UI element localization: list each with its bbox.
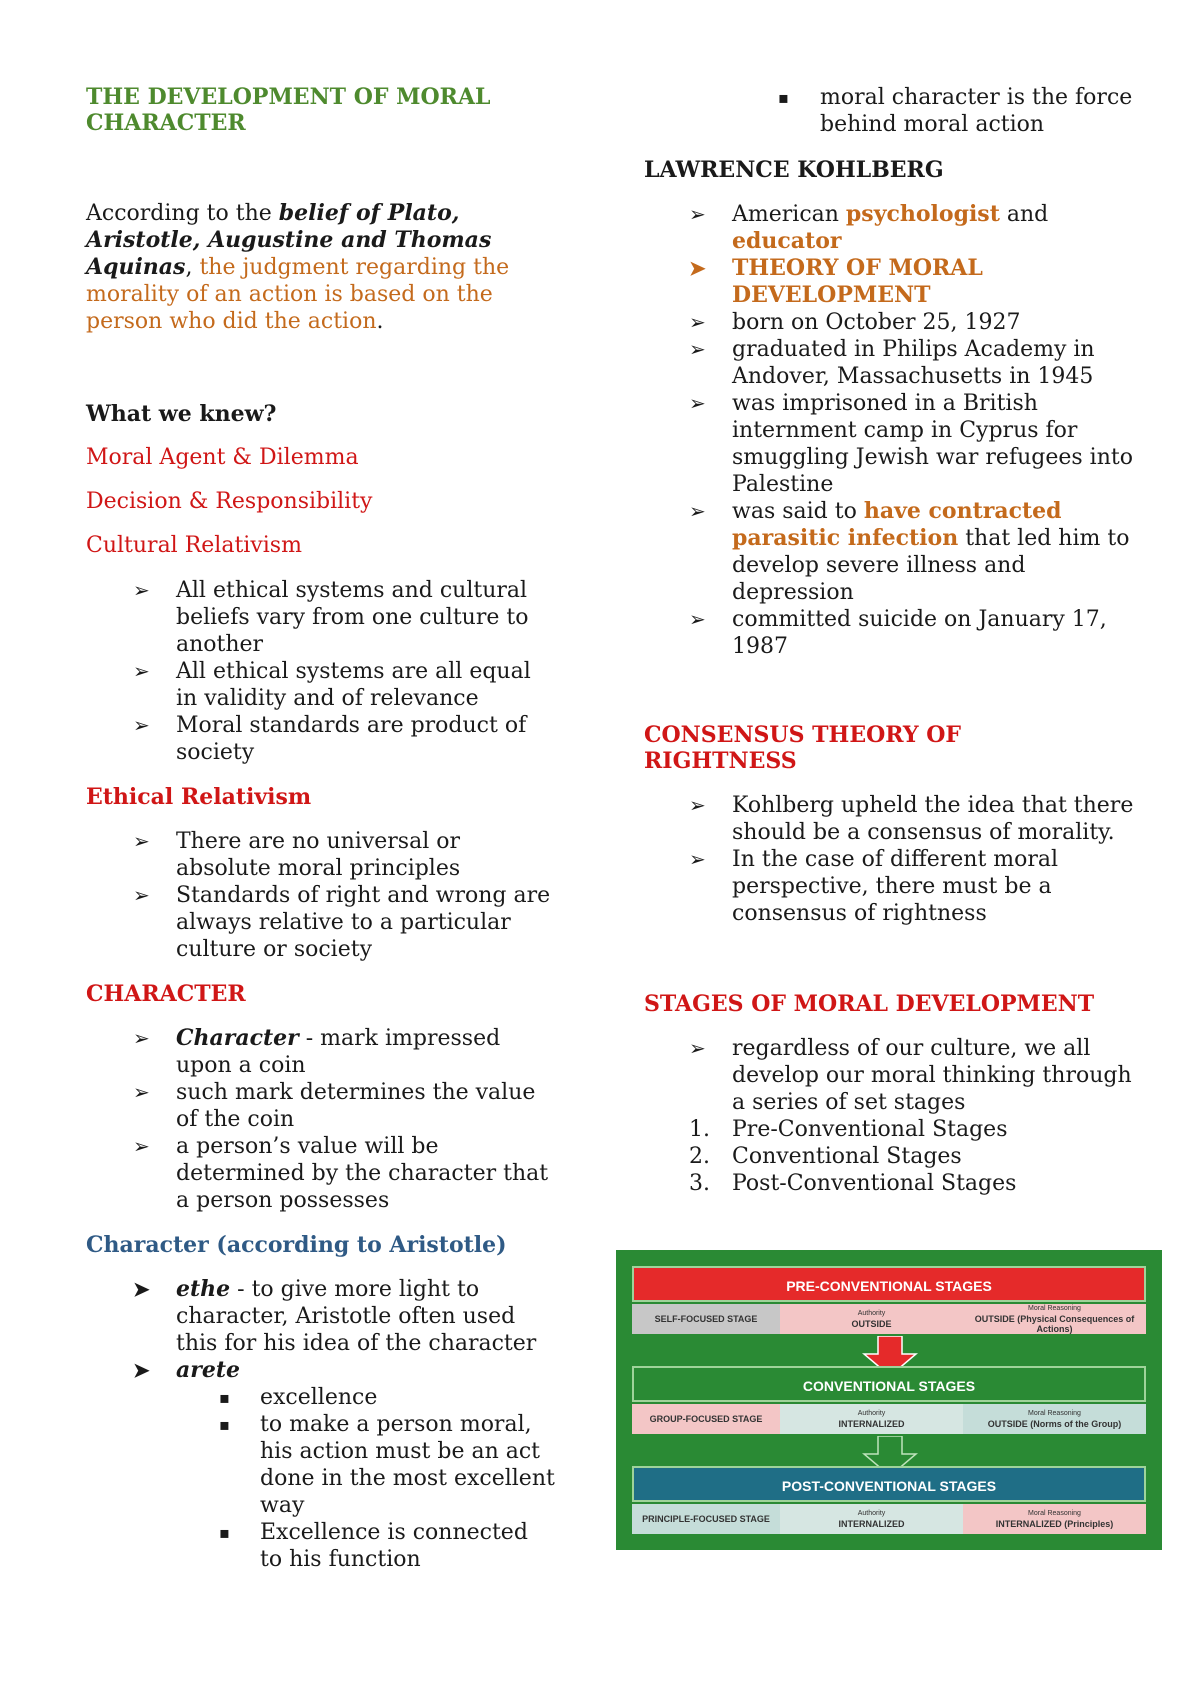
kohlberg-list [644, 201, 1134, 660]
kohlberg-heading: LAWRENCE KOHLBERG [644, 157, 944, 183]
list-item: ➤ ethe - to give more light to character, Aristotle often used this for his idea of the character [133, 1276, 537, 1356]
ethical-relativism-list [86, 828, 556, 963]
post-stage-cell: PRINCIPLE-FOCUSED STAGE [632, 1504, 780, 1534]
pre-reasoning-cell: Moral Reasoning OUTSIDE (Physical Consequences of Actions) [963, 1304, 1146, 1334]
left-column [86, 84, 556, 1573]
consensus-heading: CONSENSUS THEORY OF RIGHTNESS [644, 722, 962, 774]
moral-agent-heading: Moral Agent & Dilemma [86, 445, 359, 470]
right-column [644, 84, 1134, 1197]
list-item: ➢ a person’s value will be determined by the character that a person possesses [133, 1134, 549, 1213]
character-heading: CHARACTER [86, 981, 246, 1007]
cultural-relativism-list [86, 577, 556, 766]
decision-heading: Decision & Responsibility [86, 489, 373, 514]
list-item: ➢ American psychologist and educator [689, 201, 1049, 254]
list-item: ➤ THEORY OF MORAL DEVELOPMENT [689, 255, 983, 308]
list-item: ▪ moral character is the force behind moral action [778, 85, 1133, 137]
list-item: ➢ born on October 25, 1927 [689, 310, 1021, 335]
list-item: ➢ All ethical systems and cultural beliefs vary from one culture to another [133, 578, 529, 657]
list-item: ▪ excellence [219, 1385, 378, 1410]
list-item: ➢ Standards of right and wrong are always relative to a particular culture or society [133, 883, 551, 962]
list-item: ➢ was said to have contracted parasitic infection that led him to develop severe illness and depression [689, 498, 1130, 605]
stages-intro-list [644, 1035, 1134, 1116]
list-item: 3. Post-Conventional Stages [689, 1171, 1017, 1196]
conventional-row [632, 1404, 1146, 1434]
list-item: ➢ All ethical systems are all equal in validity and of relevance [133, 659, 531, 711]
intro-paragraph: According to the belief of Plato, Aristotle, Augustine and Thomas Aquinas, the judgment regarding the morality of an action is based on the person who did the action. [86, 200, 510, 334]
stages-heading: STAGES OF MORAL DEVELOPMENT [644, 991, 1095, 1017]
post-conventional-band: POST-CONVENTIONAL STAGES [632, 1466, 1146, 1502]
list-item: ➢ regardless of our culture, we all develop our moral thinking through a series of set stages [689, 1036, 1132, 1115]
list-item: ➢ Kohlberg upheld the idea that there should be a consensus of morality. [689, 793, 1134, 845]
pre-conventional-row [632, 1304, 1146, 1334]
list-item: 2. Conventional Stages [689, 1144, 962, 1169]
arete-sublist [86, 1384, 556, 1573]
list-item: ▪ to make a person moral, his action must be an act done in the most excellent way [219, 1412, 555, 1518]
post-authority-cell: Authority INTERNALIZED [780, 1504, 963, 1534]
character-list [86, 1025, 556, 1214]
conv-stage-cell: GROUP-FOCUSED STAGE [632, 1404, 780, 1434]
conv-reasoning-cell: Moral Reasoning OUTSIDE (Norms of the Group) [963, 1404, 1146, 1434]
cultural-relativism-heading: Cultural Relativism [86, 533, 302, 558]
list-item: ➤ arete [133, 1357, 241, 1383]
top-bullet-list [644, 84, 1134, 138]
ethical-relativism-heading: Ethical Relativism [86, 784, 312, 810]
moral-stages-diagram [616, 1250, 1162, 1550]
what-we-knew-heading: What we knew? [86, 401, 277, 427]
list-item: ▪ Excellence is connected to his function [219, 1520, 528, 1572]
list-item: ➢ committed suicide on January 17, 1987 [689, 607, 1107, 659]
conventional-band: CONVENTIONAL STAGES [632, 1366, 1146, 1402]
document-title: THE DEVELOPMENT OF MORAL CHARACTER [86, 84, 491, 136]
pre-conventional-band: PRE-CONVENTIONAL STAGES [632, 1266, 1146, 1302]
list-item: ➢ Character - mark impressed upon a coin [133, 1025, 501, 1078]
list-item: ➢ There are no universal or absolute moral principles [133, 829, 461, 881]
conv-authority-cell: Authority INTERNALIZED [780, 1404, 963, 1434]
post-conventional-row [632, 1504, 1146, 1534]
pre-authority-cell: Authority OUTSIDE [780, 1304, 963, 1334]
aristotle-heading: Character (according to Aristotle) [86, 1232, 507, 1258]
consensus-list [644, 792, 1134, 927]
list-item: ➢ was imprisoned in a British internment camp in Cyprus for smuggling Jewish war refugees into Palestine [689, 391, 1133, 497]
list-item: ➢ In the case of different moral perspective, there must be a consensus of rightness [689, 847, 1059, 926]
list-item: ➢ such mark determines the value of the coin [133, 1080, 536, 1132]
list-item: 1. Pre-Conventional Stages [689, 1117, 1008, 1142]
stages-numbered-list [644, 1116, 1134, 1197]
list-item: ➢ graduated in Philips Academy in Andover, Massachusetts in 1945 [689, 337, 1095, 389]
aristotle-list [86, 1276, 556, 1384]
pre-stage-cell: SELF-FOCUSED STAGE [632, 1304, 780, 1334]
list-item: ➢ Moral standards are product of society [133, 713, 527, 765]
post-reasoning-cell: Moral Reasoning INTERNALIZED (Principles) [963, 1504, 1146, 1534]
